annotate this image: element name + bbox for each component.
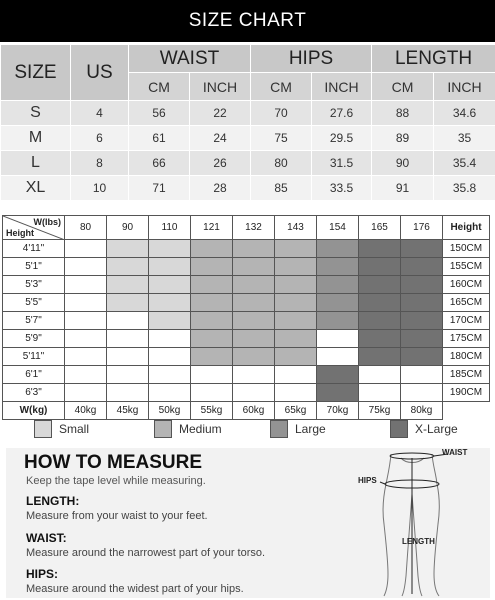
fit-cell	[359, 276, 401, 294]
legend-swatch	[270, 420, 288, 438]
hips-text: Measure around the widest part of your hips.	[26, 583, 244, 595]
fit-cell	[401, 258, 443, 276]
size-cell-waist-in: 26	[190, 151, 251, 176]
unit-header: CM	[129, 73, 190, 101]
weight-lbs-header: 132	[233, 216, 275, 240]
fit-cell	[275, 312, 317, 330]
grid-row	[3, 384, 490, 402]
weight-lbs-header: 154	[317, 216, 359, 240]
height-ft-label: 6'3"	[3, 384, 65, 402]
size-header: SIZE	[1, 45, 71, 101]
size-row	[1, 176, 495, 201]
fit-cell	[107, 240, 149, 258]
height-cm-label: 180CM	[443, 348, 490, 366]
size-table	[0, 44, 495, 201]
fit-cell	[317, 294, 359, 312]
grid-row	[3, 258, 490, 276]
height-cm-label: 165CM	[443, 294, 490, 312]
height-ft-label: 5'9"	[3, 330, 65, 348]
weight-lbs-header: 143	[275, 216, 317, 240]
height-cm-label: 160CM	[443, 276, 490, 294]
fit-cell	[107, 366, 149, 384]
fit-cell	[233, 276, 275, 294]
weight-lbs-header: 90	[107, 216, 149, 240]
fit-cell	[107, 312, 149, 330]
weight-kg-value: 45kg	[107, 402, 149, 420]
fit-cell	[317, 384, 359, 402]
weight-kg-label: W(kg)	[3, 402, 65, 420]
weight-kg-value: 40kg	[65, 402, 107, 420]
fit-cell	[65, 258, 107, 276]
fit-cell	[317, 348, 359, 366]
weight-lbs-header: 165	[359, 216, 401, 240]
height-ft-label: 5'1"	[3, 258, 65, 276]
fit-cell	[401, 330, 443, 348]
height-ft-label: 5'11"	[3, 348, 65, 366]
size-cell-size: L	[1, 151, 71, 176]
fit-cell	[401, 294, 443, 312]
size-cell-hips-cm: 80	[251, 151, 312, 176]
height-cm-label: 170CM	[443, 312, 490, 330]
fit-cell	[401, 384, 443, 402]
weight-lbs-header: 176	[401, 216, 443, 240]
unit-header: INCH	[312, 73, 372, 101]
corner-weight-label: W(lbs)	[33, 217, 61, 227]
fit-cell	[359, 258, 401, 276]
fit-cell	[233, 258, 275, 276]
size-cell-hips-cm: 70	[251, 101, 312, 126]
fit-cell	[65, 294, 107, 312]
fit-cell	[359, 366, 401, 384]
legend-item	[390, 420, 458, 438]
size-cell-waist-in: 22	[190, 101, 251, 126]
fit-cell	[191, 366, 233, 384]
legend	[0, 420, 495, 444]
body-figure	[346, 448, 486, 598]
size-row	[1, 101, 495, 126]
fit-cell	[317, 330, 359, 348]
size-cell-waist-cm: 71	[129, 176, 190, 201]
size-cell-hips-cm: 85	[251, 176, 312, 201]
fit-cell	[275, 384, 317, 402]
fit-cell	[191, 294, 233, 312]
fit-cell	[233, 294, 275, 312]
figure-waist-label: WAIST	[442, 448, 468, 457]
fit-cell	[317, 240, 359, 258]
weight-lbs-header: 121	[191, 216, 233, 240]
fit-cell	[359, 330, 401, 348]
fit-grid	[2, 215, 490, 420]
fit-cell	[191, 312, 233, 330]
height-cm-label: 150CM	[443, 240, 490, 258]
size-row	[1, 126, 495, 151]
fit-cell	[233, 384, 275, 402]
fit-cell	[359, 240, 401, 258]
fit-cell	[359, 384, 401, 402]
size-cell-waist-cm: 61	[129, 126, 190, 151]
size-cell-waist-in: 28	[190, 176, 251, 201]
fit-cell	[65, 276, 107, 294]
how-to-measure-panel	[6, 448, 490, 598]
size-cell-us: 6	[71, 126, 129, 151]
grid-corner	[3, 216, 65, 240]
fit-cell	[317, 366, 359, 384]
fit-cell	[317, 276, 359, 294]
fit-cell	[275, 240, 317, 258]
fit-cell	[275, 294, 317, 312]
fit-cell	[275, 258, 317, 276]
legend-swatch	[390, 420, 408, 438]
size-cell-hips-cm: 75	[251, 126, 312, 151]
fit-cell	[149, 312, 191, 330]
length-heading: LENGTH:	[26, 494, 80, 508]
legend-label: Medium	[179, 422, 222, 436]
waist-header: WAIST	[129, 45, 251, 73]
fit-cell	[359, 312, 401, 330]
size-row	[1, 151, 495, 176]
fit-cell	[191, 276, 233, 294]
fit-cell	[65, 330, 107, 348]
waist-heading: WAIST:	[26, 531, 67, 545]
grid-row	[3, 330, 490, 348]
legend-swatch	[34, 420, 52, 438]
size-cell-size: M	[1, 126, 71, 151]
fit-cell	[401, 348, 443, 366]
fit-cell	[149, 240, 191, 258]
fit-cell	[233, 330, 275, 348]
fit-cell	[233, 312, 275, 330]
size-cell-length-cm: 90	[372, 151, 434, 176]
legend-item	[34, 420, 89, 438]
size-cell-length-in: 35.4	[434, 151, 495, 176]
height-ft-label: 5'5"	[3, 294, 65, 312]
size-cell-hips-in: 33.5	[312, 176, 372, 201]
fit-cell	[275, 330, 317, 348]
hips-header: HIPS	[251, 45, 372, 73]
measure-title: HOW TO MEASURE	[24, 452, 203, 473]
weight-kg-value: 50kg	[149, 402, 191, 420]
legend-label: Small	[59, 422, 90, 436]
height-ft-label: 5'3"	[3, 276, 65, 294]
height-cm-label: 155CM	[443, 258, 490, 276]
size-cell-hips-in: 31.5	[312, 151, 372, 176]
height-cm-label: 190CM	[443, 384, 490, 402]
fit-cell	[359, 294, 401, 312]
fit-cell	[107, 276, 149, 294]
size-cell-waist-in: 24	[190, 126, 251, 151]
fit-cell	[233, 240, 275, 258]
corner-height-label: Height	[6, 228, 34, 238]
size-cell-us: 4	[71, 101, 129, 126]
us-header: US	[71, 45, 129, 101]
unit-header: CM	[372, 73, 434, 101]
waist-text: Measure around the narrowest part of your torso.	[26, 547, 266, 559]
size-cell-length-in: 35.8	[434, 176, 495, 201]
fit-cell	[65, 366, 107, 384]
height-cm-header: Height	[443, 216, 490, 240]
fit-cell	[191, 330, 233, 348]
fit-cell	[149, 276, 191, 294]
length-header: LENGTH	[372, 45, 495, 73]
weight-kg-value: 65kg	[275, 402, 317, 420]
size-cell-length-cm: 89	[372, 126, 434, 151]
weight-lbs-header: 110	[149, 216, 191, 240]
fit-cell	[191, 258, 233, 276]
fit-cell	[107, 330, 149, 348]
grid-row	[3, 294, 490, 312]
size-cell-waist-cm: 56	[129, 101, 190, 126]
height-cm-label: 185CM	[443, 366, 490, 384]
legend-label: Large	[295, 422, 326, 436]
body-outline-icon	[346, 448, 486, 598]
grid-row	[3, 276, 490, 294]
fit-cell	[191, 348, 233, 366]
weight-kg-value: 75kg	[359, 402, 401, 420]
weight-lbs-header: 80	[65, 216, 107, 240]
footer-spacer	[443, 402, 490, 420]
size-cell-hips-in: 29.5	[312, 126, 372, 151]
size-cell-size: S	[1, 101, 71, 126]
fit-cell	[65, 348, 107, 366]
weight-kg-value: 60kg	[233, 402, 275, 420]
fit-cell	[401, 276, 443, 294]
fit-cell	[275, 366, 317, 384]
fit-cell	[401, 366, 443, 384]
fit-cell	[401, 240, 443, 258]
page-title: SIZE CHART	[0, 0, 495, 42]
fit-cell	[65, 312, 107, 330]
fit-cell	[149, 330, 191, 348]
height-ft-label: 6'1"	[3, 366, 65, 384]
fit-cell	[191, 240, 233, 258]
grid-footer-row	[3, 402, 490, 420]
legend-item	[270, 420, 326, 438]
fit-cell	[317, 258, 359, 276]
fit-cell	[149, 258, 191, 276]
size-cell-size: XL	[1, 176, 71, 201]
legend-swatch	[154, 420, 172, 438]
grid-row	[3, 312, 490, 330]
weight-kg-value: 80kg	[401, 402, 443, 420]
fit-cell	[107, 294, 149, 312]
fit-cell	[275, 276, 317, 294]
size-cell-length-in: 34.6	[434, 101, 495, 126]
fit-cell	[149, 294, 191, 312]
size-cell-length-in: 35	[434, 126, 495, 151]
size-cell-length-cm: 91	[372, 176, 434, 201]
unit-header: INCH	[434, 73, 495, 101]
fit-cell	[317, 312, 359, 330]
grid-row	[3, 240, 490, 258]
fit-cell	[65, 240, 107, 258]
size-cell-us: 10	[71, 176, 129, 201]
legend-item	[154, 420, 222, 438]
fit-cell	[275, 348, 317, 366]
fit-cell	[233, 366, 275, 384]
hips-heading: HIPS:	[26, 567, 59, 581]
grid-row	[3, 366, 490, 384]
height-ft-label: 4'11"	[3, 240, 65, 258]
fit-cell	[149, 384, 191, 402]
fit-cell	[107, 258, 149, 276]
fit-cell	[149, 366, 191, 384]
height-cm-label: 175CM	[443, 330, 490, 348]
weight-kg-value: 70kg	[317, 402, 359, 420]
legend-label: X-Large	[415, 422, 458, 436]
size-cell-hips-in: 27.6	[312, 101, 372, 126]
unit-header: INCH	[190, 73, 251, 101]
fit-cell	[107, 384, 149, 402]
measure-subtitle: Keep the tape level while measuring.	[26, 475, 206, 487]
height-ft-label: 5'7"	[3, 312, 65, 330]
grid-row	[3, 348, 490, 366]
weight-kg-value: 55kg	[191, 402, 233, 420]
length-text: Measure from your waist to your feet.	[26, 510, 208, 522]
fit-cell	[65, 384, 107, 402]
fit-cell	[191, 384, 233, 402]
fit-cell	[107, 348, 149, 366]
fit-cell	[233, 348, 275, 366]
grid-header-row	[3, 216, 490, 240]
size-cell-waist-cm: 66	[129, 151, 190, 176]
fit-cell	[149, 348, 191, 366]
figure-length-label: LENGTH	[402, 537, 435, 546]
unit-header: CM	[251, 73, 312, 101]
figure-hips-label: HIPS	[358, 476, 377, 485]
fit-cell	[401, 312, 443, 330]
size-cell-us: 8	[71, 151, 129, 176]
size-cell-length-cm: 88	[372, 101, 434, 126]
fit-cell	[359, 348, 401, 366]
